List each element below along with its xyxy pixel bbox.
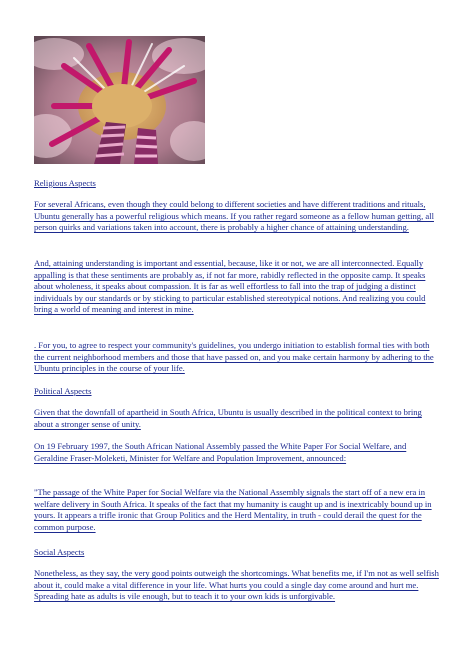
heading-religious-aspects[interactable]: Religious Aspects <box>34 178 96 188</box>
paragraph-political-3[interactable]: "The passage of the White Paper for Social Welfare via the National Assembly signals the start off of a new era in welfare delivery in South Africa. It speaks of the fact that my humanity is caught up and is inextricably bound up in yours. It appears a trifle ironic that Group Politics and the Herd Mentality, in truth - could derail the quest for the common purpose. <box>34 487 432 532</box>
photo-illustration <box>34 36 205 164</box>
decorative-photo <box>34 36 205 164</box>
paragraph-religious-3[interactable]: . For you, to agree to respect your community's guidelines, you undergo initiation to establish formal ties with both the current neighborhood members and those that have passed on, and you make certain harmony by adhering to the Ubuntu principles in the course of your life. <box>34 340 434 374</box>
paragraph-religious-1[interactable]: For several Africans, even though they could belong to different societies and have different traditions and rituals, Ubuntu generally has a powerful religious which means. If you rather regard someone as a fellow human getting, all person quirks and variations taken into account, there is probably a higher chance of attaining understanding. <box>34 199 434 233</box>
heading-political-aspects[interactable]: Political Aspects <box>34 386 92 396</box>
heading-social-aspects[interactable]: Social Aspects <box>34 547 85 557</box>
paragraph-political-1[interactable]: Given that the downfall of apartheid in South Africa, Ubuntu is usually described in the political context to bring about a stronger sense of unity. <box>34 407 422 429</box>
paragraph-religious-2[interactable]: And, attaining understanding is important and essential, because, like it or not, we are all interconnected. Equally appalling is that these sentiments are probably as, if not far more, rabidly reflected in the opposite camp. It speaks about wholeness, it speaks about compassion. It is far as well effortless to fall into the trap of judging a distinct individuals by our standards or by sticking to particular established stereotypical notions. And realizing you could bring a world of meaning and interest in mine. <box>34 258 426 315</box>
paragraph-social-1[interactable]: Nonetheless, as they say, the very good points outweigh the shortcomings. What benefits me, if I'm not as well selfish about it, could make a vital difference in your life. What hurts you could a single day come around and hurt me. Spreading hate as adults is vile enough, but to teach it to your own kids is unforgivable. <box>34 568 439 602</box>
paragraph-political-2[interactable]: On 19 February 1997, the South African National Assembly passed the White Paper For Social Welfare, and Geraldine Fraser-Moleketi, Minister for Welfare and Population Improvement, announced: <box>34 441 407 463</box>
